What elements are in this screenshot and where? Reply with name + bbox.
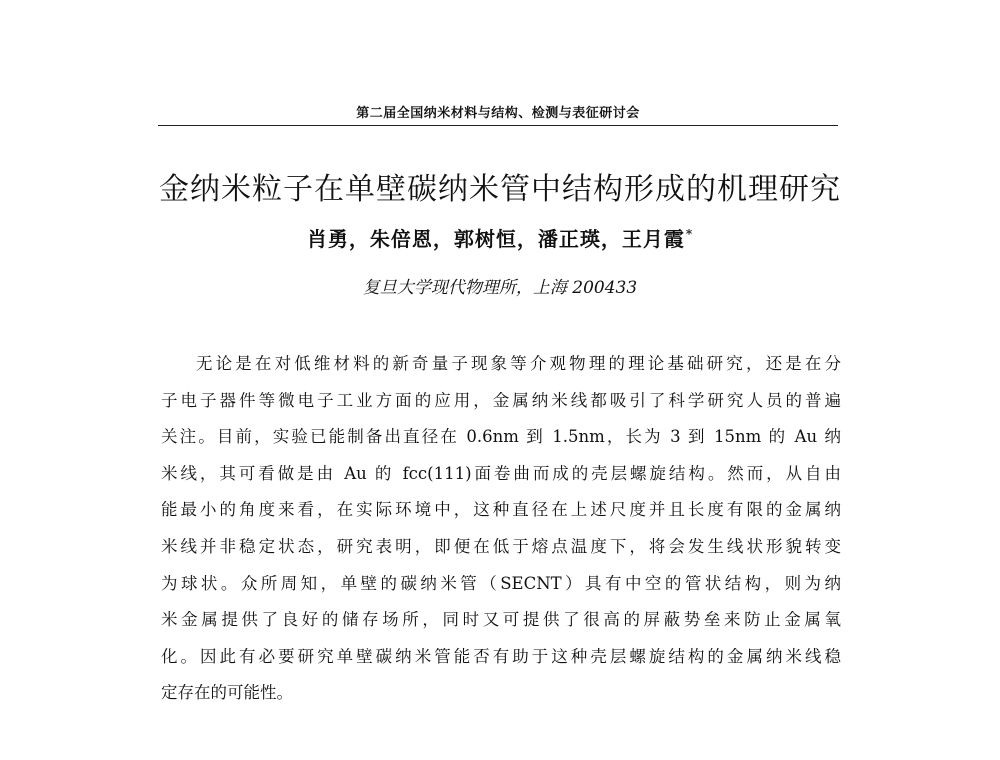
abstract-line: 关注。目前，实验已能制备出直径在 0.6nm 到 1.5nm，长为 3 到 15nm 的 Au 纳 <box>161 427 841 447</box>
abstract-line: 米线，其可看做是由 Au 的 fcc(111)面卷曲而成的壳层螺旋结构。然而，从自由 <box>161 463 841 483</box>
abstract-line: 为球状。众所周知，单壁的碳纳米管（SECNT）具有中空的管状结构，则为纳 <box>161 573 841 593</box>
header-rule <box>158 125 838 126</box>
running-header <box>158 98 838 128</box>
abstract-line: 米线并非稳定状态，研究表明，即便在低于熔点温度下，将会发生线状形貌转变 <box>161 536 841 556</box>
author-line <box>150 223 850 252</box>
author-names: 肖勇，朱倍恩，郭树恒，潘正瑛，王月霞 <box>306 227 685 251</box>
conference-name: 第二届全国纳米材料与结构、检测与表征研讨会 <box>356 106 640 121</box>
abstract-line: 米金属提供了良好的储存场所，同时又可提供了很高的屏蔽势垒来防止金属氧 <box>161 610 841 630</box>
abstract-line: 子电子器件等微电子工业方面的应用，金属纳米线都吸引了科学研究人员的普遍 <box>161 390 841 410</box>
abstract-line: 定存在的可能性。 <box>161 683 293 703</box>
corresponding-author-mark: * <box>685 227 694 242</box>
paper-title: 金纳米粒子在单壁碳纳米管中结构形成的机理研究 <box>159 172 841 207</box>
affiliation: 复旦大学现代物理所，上海 200433 <box>362 278 638 298</box>
abstract-body <box>161 346 841 712</box>
abstract-line: 能最小的角度来看，在实际环境中，这种直径在上述尺度并且长度有限的金属纳 <box>161 500 841 520</box>
abstract-line: 无论是在对低维材料的新奇量子现象等介观物理的理论基础研究，还是在分 <box>196 354 841 373</box>
abstract-line: 化。因此有必要研究单壁碳纳米管能否有助于这种壳层螺旋结构的金属纳米线稳 <box>161 646 841 666</box>
